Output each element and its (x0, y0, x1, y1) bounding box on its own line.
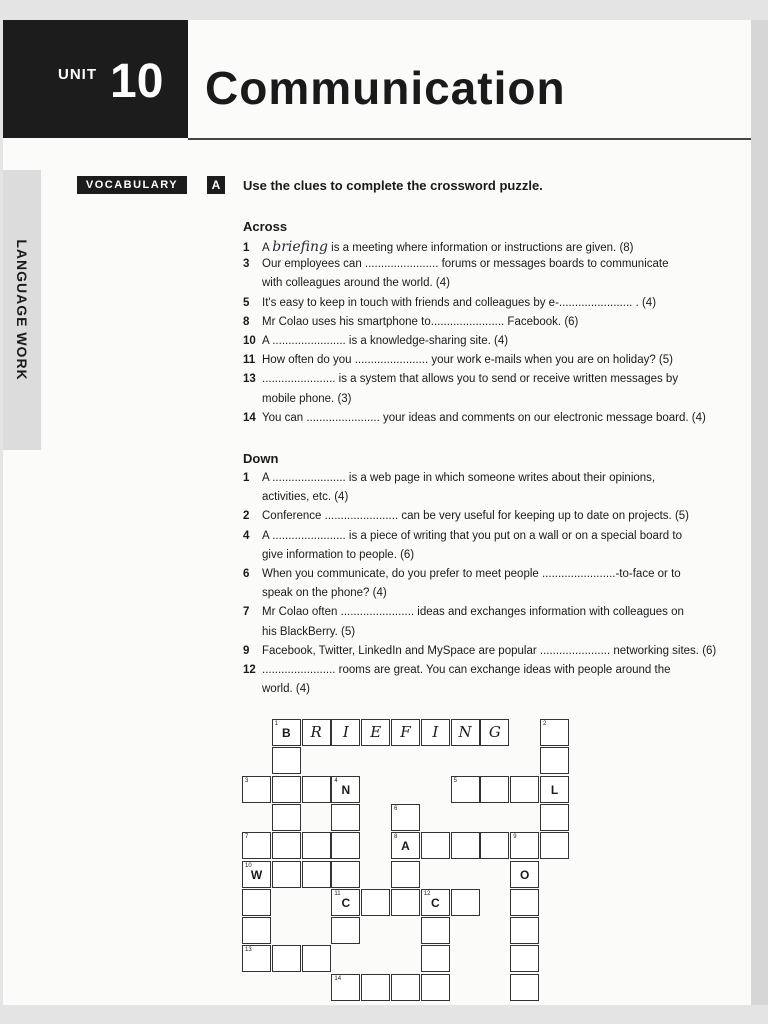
across-clue-line (243, 277, 723, 289)
cell-letter: I (432, 723, 439, 741)
crossword-cell[interactable] (302, 945, 331, 972)
clue-text: It's easy to keep in touch with friends and colleagues by e-....................... . (4) (262, 296, 657, 309)
crossword-cell[interactable] (361, 719, 390, 746)
crossword-cell[interactable] (272, 747, 301, 774)
exercise-letter: A (207, 176, 225, 194)
down-clue-line (243, 664, 723, 676)
down-clue-line (243, 587, 723, 599)
cell-letter: C (341, 895, 351, 910)
down-clue-line (243, 530, 723, 542)
crossword-cell[interactable] (540, 719, 569, 746)
handwritten-answer: briefing (272, 239, 328, 255)
across-clue-line (243, 239, 723, 255)
crossword-cell[interactable] (272, 832, 301, 859)
clue-text: Mr Colao uses his smartphone to....................... Facebook. (6) (262, 315, 579, 328)
crossword-cell[interactable] (331, 974, 360, 1001)
cell-letter: A (401, 839, 410, 854)
cell-letter: B (281, 726, 291, 740)
clue-text: Our employees can ....................... forums or messages boards to communicate (262, 258, 669, 271)
across-clue-line (243, 412, 723, 424)
crossword-cell[interactable] (421, 719, 450, 746)
crossword-cell[interactable] (391, 889, 420, 916)
cell-letter: N (341, 782, 351, 797)
across-clue-line (243, 258, 723, 270)
crossword-cell[interactable] (540, 776, 569, 803)
clue-text: speak on the phone? (4) (262, 587, 387, 600)
crossword-cell[interactable] (421, 974, 450, 1001)
down-clue-line (243, 683, 723, 695)
down-clue-line (243, 491, 723, 503)
cell-number: 9 (513, 834, 517, 841)
down-clue-line (243, 606, 723, 618)
cell-number: 10 (245, 862, 252, 869)
clue-text: with colleagues around the world. (4) (262, 277, 450, 290)
clue-text: Mr Colao often ....................... ideas and exchanges information with colleagues on (262, 606, 684, 619)
down-clue-line (243, 510, 723, 522)
cell-number: 13 (245, 947, 252, 954)
crossword-cell[interactable] (480, 776, 509, 803)
cell-number: 8 (394, 834, 398, 841)
clue-number: 6 (243, 568, 250, 580)
cell-number: 2 (543, 721, 547, 727)
crossword-cell[interactable] (510, 861, 539, 888)
crossword-cell[interactable] (242, 861, 271, 888)
down-clue-line (243, 568, 723, 580)
across-heading: Across (243, 219, 288, 234)
unit-number: 10 (110, 55, 164, 108)
clue-text: activities, etc. (4) (262, 491, 349, 504)
cell-number: 6 (394, 805, 398, 812)
crossword-cell[interactable] (510, 832, 539, 859)
crossword-cell[interactable] (302, 832, 331, 859)
clue-text: How often do you ....................... your work e-mails when you are on holiday? (5) (262, 354, 673, 367)
clue-text: is a meeting where information or instructions are given. (8) (327, 242, 634, 254)
clue-text: ....................... is a system that allows you to send or receive written messages by (262, 373, 679, 386)
down-clue-line (243, 626, 723, 638)
crossword-cell[interactable] (540, 804, 569, 831)
down-clue-line (243, 549, 723, 561)
crossword-cell[interactable] (451, 832, 480, 859)
section-label: VOCABULARY (77, 176, 187, 194)
cell-number: 4 (334, 777, 338, 784)
crossword-cell[interactable] (302, 861, 331, 888)
crossword-cell[interactable] (391, 861, 420, 888)
side-tab-label: LANGUAGE WORK (14, 239, 30, 381)
clue-text: ....................... rooms are great. You can exchange ideas with people around the (262, 664, 671, 676)
down-heading: Down (243, 451, 279, 466)
crossword-cell[interactable] (391, 719, 420, 746)
across-clue-line (243, 393, 723, 405)
crossword-cell[interactable] (361, 974, 390, 1001)
clue-text: A ....................... is a piece of writing that you put on a wall or on a special board to (262, 529, 682, 542)
clue-text: Facebook, Twitter, LinkedIn and MySpace are popular ...................... networking sites. (6) (262, 644, 717, 657)
across-clue-line (243, 354, 723, 366)
clue-number: 14 (243, 411, 256, 424)
crossword-cell[interactable] (480, 832, 509, 859)
crossword-cell[interactable] (272, 776, 301, 803)
crossword-cell[interactable] (361, 889, 390, 916)
crossword-cell[interactable] (391, 974, 420, 1001)
cell-letter: O (520, 867, 530, 882)
cell-letter: N (458, 723, 472, 741)
unit-label: UNIT (58, 66, 97, 83)
cell-letter: W (250, 867, 263, 882)
crossword-cell[interactable] (272, 804, 301, 831)
cell-letter: C (430, 895, 440, 910)
crossword-cell[interactable] (510, 974, 539, 1001)
crossword-cell[interactable] (510, 889, 539, 916)
crossword-cell[interactable] (451, 719, 480, 746)
cell-number: 3 (245, 777, 249, 784)
clue-text: mobile phone. (3) (262, 392, 352, 405)
crossword-cell[interactable] (331, 861, 360, 888)
clue-text: Conference ....................... can be very useful for keeping up to date on projects. (5) (262, 510, 689, 523)
cell-letter: I (342, 723, 349, 741)
crossword-cell[interactable] (451, 776, 480, 803)
clue-number: 2 (243, 510, 250, 523)
clue-number: 3 (243, 258, 250, 271)
clue-number: 10 (243, 335, 256, 347)
crossword-cell[interactable] (242, 776, 271, 803)
crossword-cell[interactable] (242, 917, 271, 944)
clue-number: 1 (243, 242, 250, 254)
crossword-cell[interactable] (510, 776, 539, 803)
crossword-cell[interactable] (302, 776, 331, 803)
clue-number: 5 (243, 296, 250, 309)
clue-text: give information to people. (6) (262, 548, 415, 561)
clue-number: 7 (243, 606, 250, 619)
cell-number: 7 (245, 834, 249, 841)
crossword-cell[interactable] (391, 832, 420, 859)
crossword-cell[interactable] (272, 861, 301, 888)
instruction: Use the clues to complete the crossword puzzle. (243, 178, 543, 193)
cell-letter: G (488, 723, 501, 741)
across-clue-line (243, 316, 723, 328)
crossword-cell[interactable] (421, 945, 450, 972)
crossword-cell[interactable] (242, 889, 271, 916)
crossword-cell[interactable] (331, 719, 360, 746)
crossword-cell[interactable] (421, 889, 450, 916)
crossword-cell[interactable] (510, 945, 539, 972)
clue-text: A ....................... is a knowledge-sharing site. (4) (262, 335, 509, 347)
crossword-cell[interactable] (272, 945, 301, 972)
clue-text: his BlackBerry. (5) (262, 625, 356, 638)
clue-number: 1 (243, 472, 250, 484)
clue-text: When you communicate, do you prefer to meet people .......................-to-face or to (262, 568, 681, 580)
cell-letter: F (400, 723, 411, 741)
title-rule (188, 138, 751, 140)
cell-number: 14 (334, 975, 342, 982)
down-clue-line (243, 472, 723, 484)
clue-text: world. (4) (262, 683, 310, 696)
clue-number: 11 (243, 354, 256, 367)
cell-letter: E (370, 723, 382, 741)
clue-number: 13 (243, 373, 256, 386)
crossword-cell[interactable] (242, 832, 271, 859)
crossword-cell[interactable] (421, 832, 450, 859)
clue-text: A ....................... is a web page in which someone writes about their opinions, (262, 472, 656, 484)
cell-letter: L (550, 782, 559, 797)
crossword-cell[interactable] (510, 917, 539, 944)
cell-number: 1 (274, 721, 279, 727)
cell-number: 12 (423, 890, 431, 897)
crossword-cell[interactable] (391, 804, 420, 831)
page-edge-shadow (751, 20, 768, 1005)
crossword-cell[interactable] (331, 776, 360, 803)
clue-number: 9 (243, 644, 250, 657)
cell-number: 5 (453, 777, 457, 784)
crossword-cell[interactable] (331, 804, 360, 831)
crossword-cell[interactable] (421, 917, 450, 944)
crossword-cell[interactable] (331, 832, 360, 859)
clue-number: 12 (243, 664, 256, 676)
across-clue-line (243, 297, 723, 309)
crossword-cell[interactable] (331, 917, 360, 944)
clue-text: You can ....................... your ideas and comments on our electronic message board. (4) (262, 411, 706, 424)
clue-text: A (262, 242, 273, 254)
cell-number: 11 (334, 890, 341, 897)
cell-letter: R (310, 723, 322, 741)
across-clue-line (243, 335, 723, 347)
crossword-cell[interactable] (540, 747, 569, 774)
clue-number: 4 (243, 529, 250, 542)
crossword-cell[interactable] (272, 719, 301, 746)
crossword-cell[interactable] (302, 719, 331, 746)
crossword-cell[interactable] (480, 719, 509, 746)
crossword-cell[interactable] (331, 889, 360, 916)
crossword-cell[interactable] (451, 889, 480, 916)
page-title: Communication (205, 62, 566, 114)
across-clue-line (243, 373, 723, 385)
clue-number: 8 (243, 315, 250, 328)
crossword-cell[interactable] (242, 945, 271, 972)
crossword-cell[interactable] (540, 832, 569, 859)
down-clue-line (243, 645, 723, 657)
